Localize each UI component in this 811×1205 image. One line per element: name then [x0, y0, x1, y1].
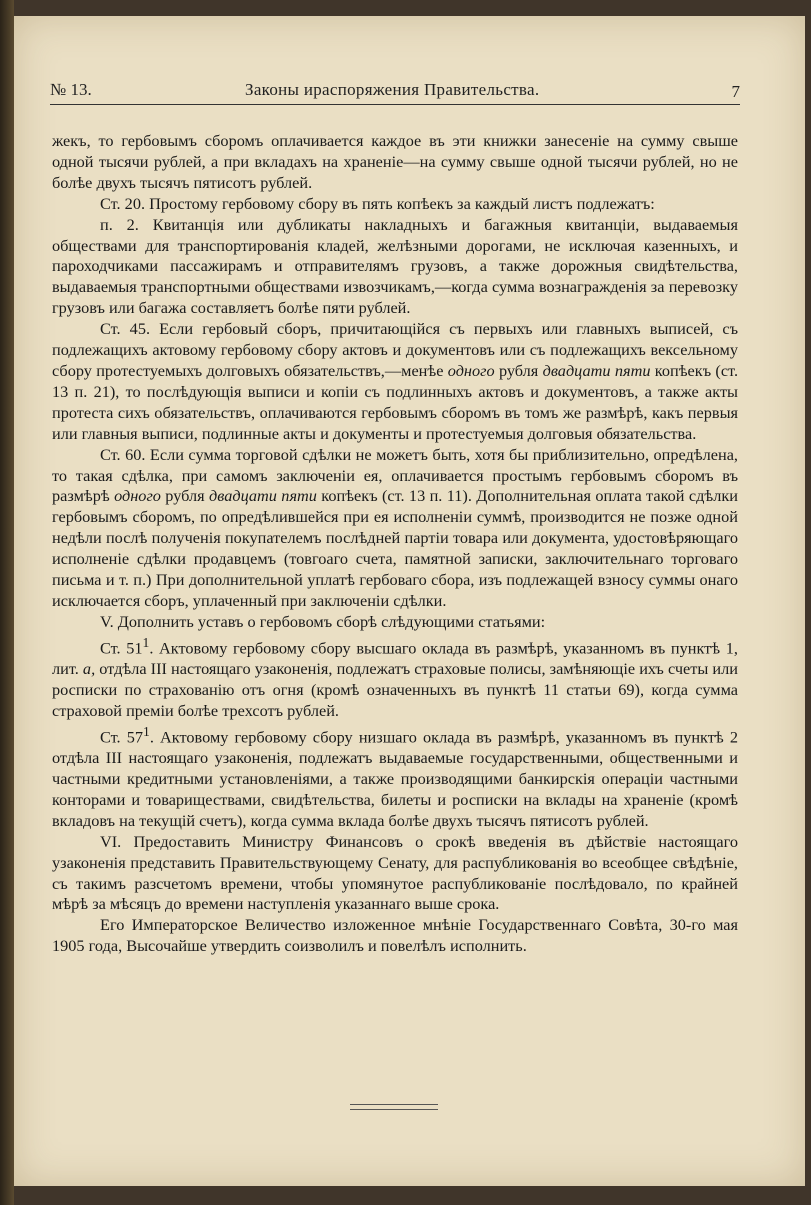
paragraph: Ст. 20. Простому гербовому сбору въ пять копѣекъ за каждый листъ подлежатъ: — [100, 193, 655, 213]
end-rule-bottom — [350, 1109, 438, 1110]
end-rule-top — [350, 1104, 438, 1105]
header-rule — [50, 104, 740, 105]
binding-edge — [0, 0, 14, 1205]
running-header — [50, 80, 740, 102]
header-title: Законы ираспоряжения Правительства. — [245, 80, 540, 99]
paragraph: Ст. 45. Если гербовый сборъ, причитающійся съ первыхъ или главныхъ выписей, съ подлежащихъ актовому гербовому сбору актовъ и документовъ или съ подлежащихъ вексельному сбору протестуемыхъ долговыхъ обязательствъ,—менѣе одного рубля двадцати пяти копѣекъ (ст. 13 п. 21), то послѣдующія выписи и копіи съ подлинныхъ актовъ и документовъ, а также акты протеста сихъ обязательствъ, оплачиваются гербовымъ сборомъ въ томъ же размѣрѣ, какъ первыя или главныя выписи, подлинные акты и документы и протестуемыя долговыя обязательства. — [52, 319, 739, 443]
issue-number: № 13. — [50, 80, 92, 99]
paragraph: VI. Предоставить Министру Финансовъ о срокѣ введенія въ дѣйствіе настоящаго узаконенія представить Правительствующему Сенату, для распубликованія во всеобщее свѣдѣніе, съ такимъ разсчетомъ времени, чтобы упомянутое распубликованіе послѣдовало, по крайней мѣрѣ за мѣсяцъ до времени наступленія указаннаго выше срока. — [52, 831, 738, 914]
paragraph: Ст. $51^1$. Актовому гербовому сбору высшаго оклада въ размѣрѣ, указанномъ въ пунктѣ 1, лит. а, отдѣла III настоящаго узаконенія, подлежатъ страховые полисы, замѣняющіе ихъ счеты или росписки по страхованію отъ огня (кромѣ означенныхъ въ пунктѣ 11 статьи 69), когда сумма страховой преміи болѣе трехсотъ рублей. — [52, 634, 738, 720]
page-number: 7 — [731, 82, 740, 101]
paragraph: Ст. 60. Если сумма торговой сдѣлки не можетъ быть, хотя бы приблизительно, опредѣлена, то такая сдѣлка, при самомъ заключеніи ея, оплачивается простымъ гербовымъ сборомъ въ размѣрѣ одного рубля двадцати пяти копѣекъ (ст. 13 п. 11). Дополнительная оплата такой сдѣлки гербовымъ сборомъ, по опредѣлившейся при ея исполненіи суммѣ, производится не позже одной недѣли послѣ полученія покупателемъ послѣдней партіи товара или документа, удостовѣряющаго исполненіе сдѣлки продавцемъ (товгоаго счета, памятной записки, заключительнаго торговаго письма и т. п.) При дополнительной уплатѣ гербоваго сбора, изъ подлежащей взносу суммы онаго исключается сборъ, уплаченный при заключеніи сдѣлки. — [52, 444, 738, 610]
paragraph: Ст. $57^1$. Актовому гербовому сбору низшаго оклада въ размѣрѣ, указанномъ въ пунктѣ 2 отдѣла III настоящаго узаконенія, подлежатъ выдаваемые государственными, общественными и частными кредитными установленіями, а также производящими банкирскія операціи частными конторами и товариществами, свидѣтельства, билеты и росписки на вклады на храненіе (кромѣ вкладовъ на текущій счетъ), когда сумма вклада болѣе двухъ тысячъ пятисотъ рублей. — [52, 723, 738, 830]
article-body — [52, 131, 738, 957]
paragraph: Его Императорское Величество изложенное мнѣніе Государственнаго Совѣта, 30-го мая 1905 года, Высочайше утвердить соизволилъ и повелѣлъ исполнить. — [52, 915, 738, 956]
paragraph: жекъ, то гербовымъ сборомъ оплачивается каждое въ эти книжки занесеніе на сумму свыше одной тысячи рублей, а при вкладахъ на храненіе—на сумму свыше одной тысячи рублей, но не болѣе двухъ тысячъ пятисотъ рублей. — [52, 131, 738, 192]
paragraph: п. 2. Квитанція или дубликаты накладныхъ и багажныя квитанціи, выдаваемыя обществами для транспортированія кладей, желѣзными дорогами, не исключая казенныхъ, и пароходчиками пассажирамъ и отправителямъ грузовъ, а также дорожныя свидѣтельства, выдаваемыя транспортными обществами извозчикамъ,—когда сумма вознагражденія за перевозку грузовъ или багажа составляетъ болѣе пяти рублей. — [52, 214, 738, 318]
paragraph: V. Дополнить уставъ о гербовомъ сборѣ слѣдующими статьями: — [100, 611, 546, 631]
